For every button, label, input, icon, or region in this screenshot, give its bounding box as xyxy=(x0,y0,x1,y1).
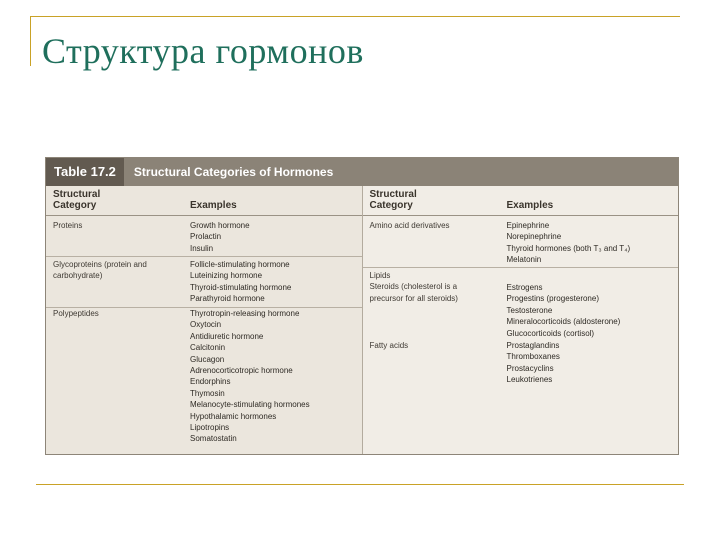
left-examples-header: Examples xyxy=(190,200,237,211)
left-decorative-line xyxy=(30,16,31,66)
left-row-3-category: Polypeptides xyxy=(53,309,99,318)
left-row-2-category: Glycoproteins (protein and carbohydrate) xyxy=(53,260,147,281)
table-number: Table 17.2 xyxy=(46,158,124,186)
slide-title: Структура гормонов xyxy=(42,31,364,71)
left-row-3-examples: Thyrotropin-releasing hormone Oxytocin Antidiuretic hormone Calcitonin Glucagon Adrenocorticotropic hormone Endorphins Thymosin Melanocyte-stimulating hormones Hypothalamic hormones Lipotropins Somatostatin xyxy=(190,309,310,444)
right-row-divider-1 xyxy=(363,267,679,268)
right-row-1-category: Amino acid derivatives xyxy=(369,221,450,230)
left-row-divider-1 xyxy=(46,256,362,257)
left-header-rule xyxy=(46,215,362,216)
bottom-decorative-line xyxy=(36,484,684,485)
top-decorative-line xyxy=(30,16,680,17)
right-header-rule xyxy=(363,215,679,216)
table-right-half xyxy=(362,186,679,454)
left-row-1-examples: Growth hormone Prolactin Insulin xyxy=(190,221,250,253)
table-caption: Structural Categories of Hormones xyxy=(133,165,334,179)
hormone-table xyxy=(45,157,679,455)
left-row-2-examples: Follicle-stimulating hormone Luteinizing hormone Thyroid-stimulating hormone Parathyroid hormone xyxy=(190,260,292,304)
right-row-1-examples: Epinephrine Norepinephrine Thyroid hormones (both T₃ and T₄) Melatonin xyxy=(506,221,631,265)
table-left-half xyxy=(46,186,362,454)
left-row-1-category: Proteins xyxy=(53,221,83,230)
table-body xyxy=(46,186,678,454)
right-category-header: Structural Category xyxy=(369,189,417,211)
right-row-3-category: Fatty acids xyxy=(369,341,409,350)
left-category-header: Structural Category xyxy=(53,189,101,211)
table-header-bar xyxy=(46,158,678,186)
right-examples-header: Examples xyxy=(506,200,554,211)
right-row-3-examples: Prostaglandins Thromboxanes Prostacyclins Leukotrienes xyxy=(506,341,560,385)
right-row-2-category: Lipids Steroids (cholesterol is a precursor for all steroids) xyxy=(369,271,458,303)
right-row-2-examples: Estrogens Progestins (progesterone) Testosterone Mineralocorticoids (aldosterone) Glucocorticoids (cortisol) xyxy=(506,283,621,338)
